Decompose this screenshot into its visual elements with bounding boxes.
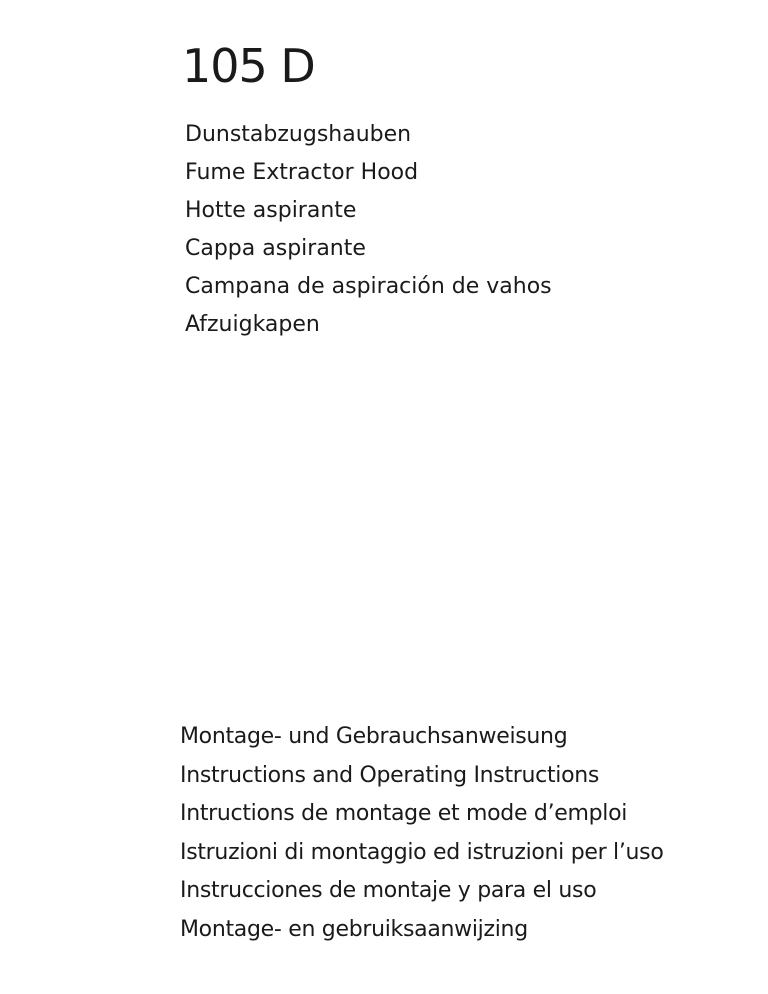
manual-title-nl: Montage- en gebruiksaanwijzing	[180, 916, 528, 942]
product-title-list	[185, 116, 552, 344]
product-title-nl: Afzuigkapen	[185, 312, 320, 337]
model-number: 105 D	[182, 39, 315, 93]
manual-title-fr: Intructions de montage et mode d’emploi	[180, 801, 628, 827]
manual-title-en: Instructions and Operating Instructions	[180, 762, 600, 788]
product-title-en: Fume Extractor Hood	[185, 160, 419, 185]
product-title-es: Campana de aspiración de vahos	[185, 274, 552, 299]
manual-title-it: Istruzioni di montaggio ed istruzioni per l’uso	[180, 839, 664, 865]
product-title-de: Dunstabzugshauben	[185, 122, 412, 147]
manual-title-es: Instrucciones de montaje y para el uso	[180, 878, 597, 904]
product-title-fr: Hotte aspirante	[185, 198, 357, 223]
product-title-it: Cappa aspirante	[185, 236, 366, 261]
manual-title-list	[180, 718, 664, 950]
manual-title-de: Montage- und Gebrauchsanweisung	[180, 724, 568, 749]
